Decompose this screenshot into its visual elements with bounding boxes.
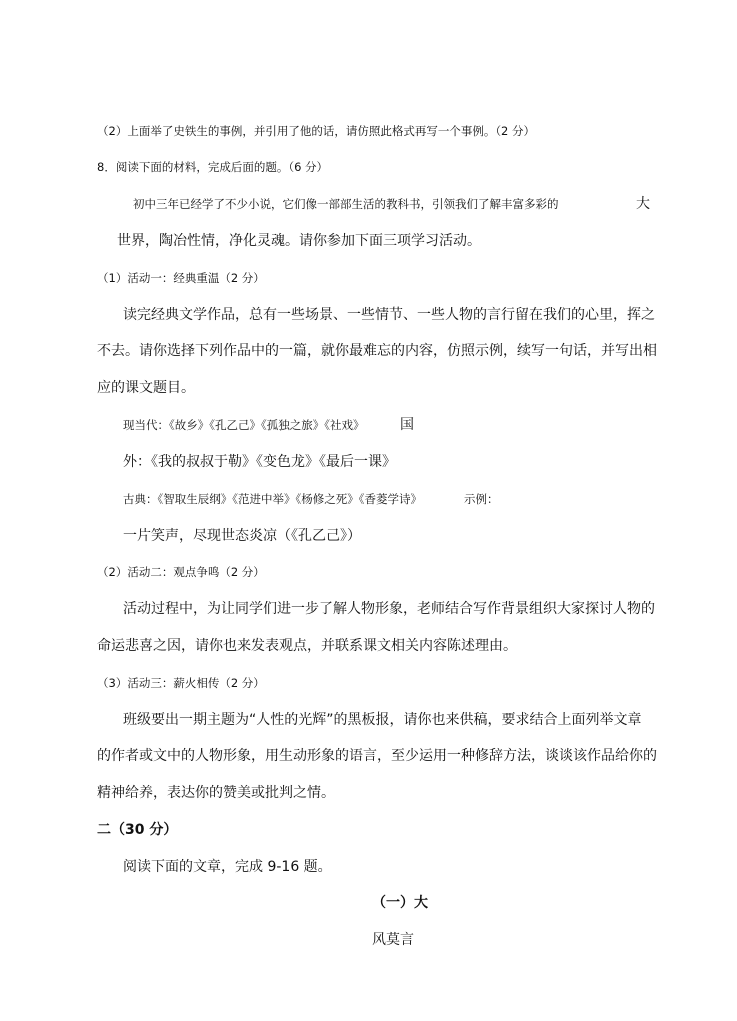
section-2-heading: 二（30 分） — [97, 822, 178, 838]
activity-1-paragraph-line-2: 不去。请你选择下列作品中的一篇，就你最难忘的内容，仿照示例，续写一句话，并写出相 — [97, 343, 657, 359]
activity-2-paragraph-line-1: 活动过程中，为让同学们进一步了解人物形象，老师结合写作背景组织大家探讨人物的 — [123, 601, 655, 617]
activity-3-paragraph-line-3: 精神给养，表达你的赞美或批判之情。 — [97, 785, 335, 801]
example-sentence: 一片笑声，尽现世态炎凉（《孔乙己》） — [123, 528, 361, 544]
activity-1-paragraph-line-1: 读完经典文学作品，总有一些场景、一些情节、一些人物的言行留在我们的心里，挥之 — [123, 307, 655, 323]
works-classic: 古典：《智取生辰纲》《范进中举》《杨修之死》《香菱学诗》 — [123, 492, 422, 506]
works-modern-end: 国 — [400, 417, 414, 433]
works-modern: 现当代：《故乡》《孔乙己》《孤独之旅》《社戏》 — [123, 418, 365, 432]
material-intro-line-2: 世界，陶冶性情，净化灵魂。请你参加下面三项学习活动。 — [117, 233, 481, 249]
question-7-2: （2）上面举了史铁生的事例，并引用了他的话，请仿照此格式再写一个事例。（2 分） — [97, 124, 536, 138]
material-intro-line-1: 初中三年已经学了不少小说，它们像一部部生活的教科书，引领我们了解丰富多彩的 — [133, 197, 559, 211]
activity-3-heading: （3）活动三：薪火相传（2 分） — [97, 676, 265, 690]
article-title: （一）大 — [372, 895, 428, 911]
activity-2-paragraph-line-2: 命运悲喜之因，请你也来发表观点，并联系课文相关内容陈述理由。 — [97, 638, 517, 654]
article-author: 风莫言 — [372, 932, 414, 948]
activity-3-paragraph-line-1: 班级要出一期主题为“人性的光辉”的黑板报，请你也来供稿，要求结合上面列举文章 — [123, 712, 642, 728]
activity-1-paragraph-line-3: 应的课文题目。 — [97, 380, 195, 396]
works-foreign: 外：《我的叔叔于勒》《变色龙》《最后一课》 — [123, 454, 396, 470]
activity-3-paragraph-line-2: 的作者或文中的人物形象，用生动形象的语言，至少运用一种修辞方法，谈谈该作品给你的 — [97, 748, 657, 764]
section-2-intro: 阅读下面的文章，完成 9-16 题。 — [123, 859, 332, 875]
question-8-heading: 8．阅读下面的材料，完成后面的题。（6 分） — [97, 160, 329, 174]
activity-2-heading: （2）活动二：观点争鸣（2 分） — [97, 565, 265, 579]
activity-1-heading: （1）活动一：经典重温（2 分） — [97, 271, 265, 285]
example-label: 示例： — [464, 492, 499, 506]
material-intro-line-1-end: 大 — [636, 196, 650, 212]
